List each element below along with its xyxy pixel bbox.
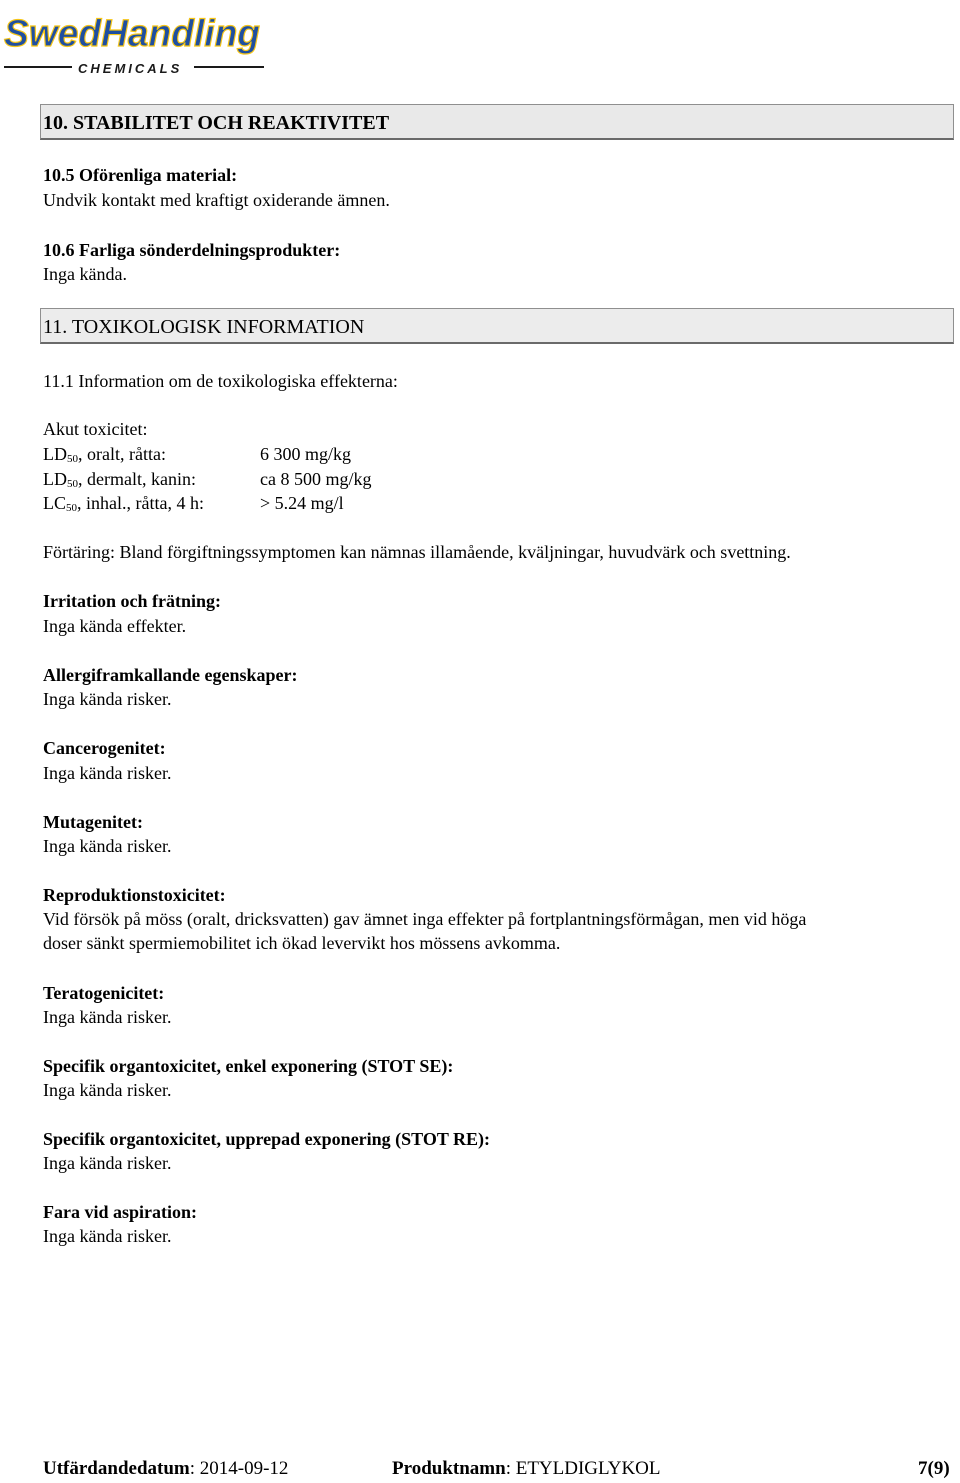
s105-text: Undvik kontakt med kraftigt oxiderande ämnen. (43, 190, 390, 210)
section-11-header (40, 308, 954, 344)
acute-value-dermal: ca 8 500 mg/kg (260, 469, 372, 489)
acute-row-inhal: $LC_{50}$, inhal., råtta, 4 h: > 5.24 mg/l (43, 493, 344, 514)
acute-row-oral: $LD_{50}$, oralt, råtta: 6 300 mg/kg (43, 444, 352, 465)
stot-re-text: Inga kända risker. (43, 1153, 172, 1173)
muta-heading: Mutagenitet: (43, 812, 143, 832)
stot-se-text: Inga kända risker. (43, 1080, 172, 1100)
section-10-title: 10. STABILITET OCH REAKTIVITET (43, 112, 390, 134)
s111-heading: 11.1 Information om de toxikologiska effekterna: (43, 371, 398, 391)
ingestion-text: Förtäring: Bland förgiftningssymptomen kan nämnas illamående, kväljningar, huvudvärk och svettning. (43, 542, 791, 562)
section-10-header (40, 104, 954, 140)
irritation-heading: Irritation och frätning: (43, 591, 221, 611)
acute-value-inhal: > 5.24 mg/l (260, 493, 344, 513)
terato-heading: Teratogenicitet: (43, 983, 165, 1003)
aspiration-heading: Fara vid aspiration: (43, 1202, 198, 1222)
irritation-text: Inga kända effekter. (43, 616, 187, 636)
carcino-text: Inga kända risker. (43, 763, 172, 783)
repro-heading: Reproduktionstoxicitet: (43, 885, 226, 905)
company-logo (2, 4, 264, 74)
acute-row-dermal: $LD_{50}$, dermalt, kanin: ca 8 500 mg/kg (43, 469, 372, 490)
allergy-heading: Allergiframkallande egenskaper: (43, 665, 298, 685)
stot-re-heading: Specifik organtoxicitet, upprepad exponering (STOT RE): (43, 1129, 491, 1149)
terato-text: Inga kända risker. (43, 1007, 172, 1027)
section-11-title: 11. TOXIKOLOGISK INFORMATION (43, 316, 365, 338)
s106-text: Inga kända. (43, 264, 127, 284)
muta-text: Inga kända risker. (43, 836, 172, 856)
aspiration-text: Inga kända risker. (43, 1226, 172, 1246)
acute-value-oral: 6 300 mg/kg (260, 444, 352, 464)
s105-heading: 10.5 Oförenliga material: (43, 165, 238, 185)
stot-se-heading: Specifik organtoxicitet, enkel exponering (STOT SE): (43, 1056, 454, 1076)
allergy-text: Inga kända risker. (43, 689, 172, 709)
logo-subtitle: CHEMICALS (78, 61, 183, 74)
repro-line-1: Vid försök på möss (oralt, dricksvatten) gav ämnet inga effekter på fortplantningsförmågan, men vid höga (43, 909, 807, 929)
carcino-heading: Cancerogenitet: (43, 738, 166, 758)
s106-heading: 10.6 Farliga sönderdelningsprodukter: (43, 240, 341, 260)
repro-line-2: doser sänkt spermiemobilitet ich ökad levervikt hos mössens avkomma. (43, 933, 561, 953)
logo-wordmark: SwedHandling (4, 13, 260, 55)
footer-product-name: Produktnamn: ETYLDIGLYKOL (392, 1458, 661, 1479)
footer-page-number: 7(9) (918, 1458, 950, 1479)
acute-heading: Akut toxicitet: (43, 419, 148, 439)
footer-issue-date: Utfärdandedatum: 2014-09-12 (43, 1458, 289, 1479)
